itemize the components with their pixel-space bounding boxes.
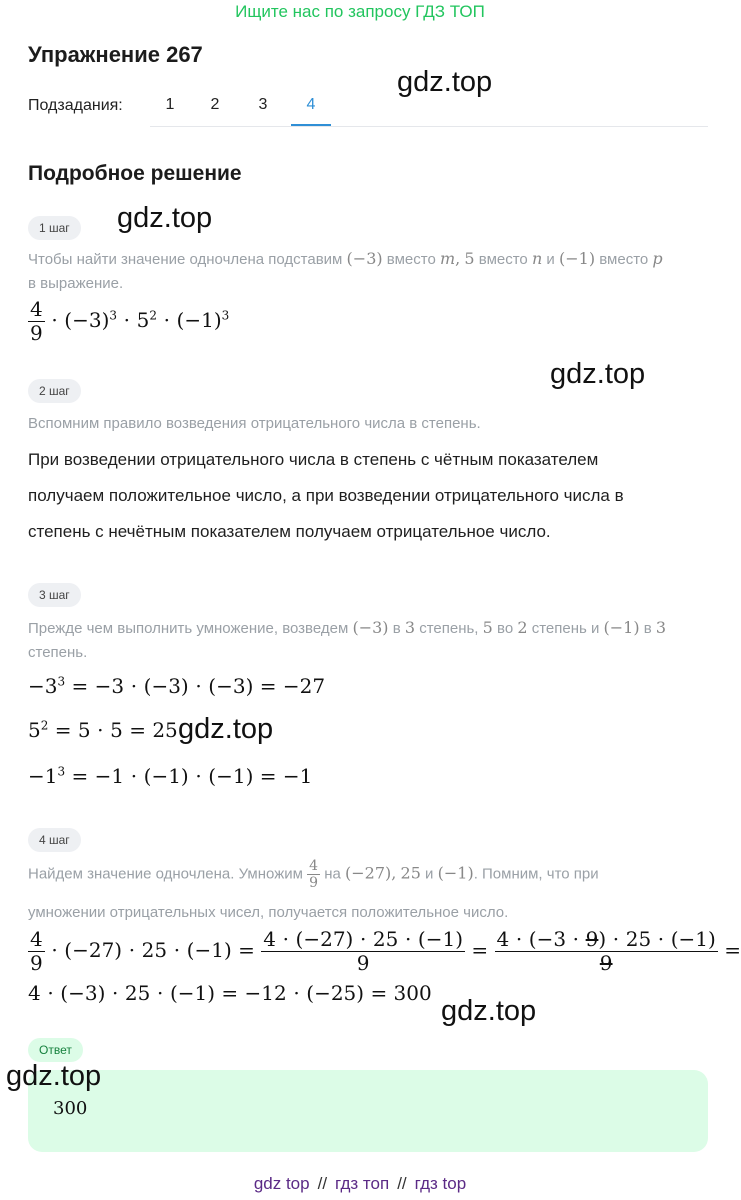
math-value: (−1) (603, 618, 640, 637)
math-value: (−27) (345, 863, 392, 883)
step-4-text-part: и (425, 865, 434, 883)
fraction (28, 298, 45, 345)
fraction (28, 928, 45, 975)
step-2-badge: 2 шаг (28, 379, 81, 403)
formula-part: ⋅ (−1) (163, 308, 222, 332)
fraction-denominator: 9 (30, 951, 43, 975)
math-value: (−3) (352, 618, 389, 637)
subtasks-label: Подзадания: (28, 97, 123, 114)
footer-link[interactable]: gdz top (253, 1174, 310, 1193)
step-4-formula (28, 928, 741, 975)
equals-sign: = (471, 938, 489, 962)
step-1-text-part: вместо (478, 251, 528, 268)
step-3-text-part: в (392, 620, 401, 637)
cancelled-factor: 9 (585, 927, 599, 951)
fraction-denominator: 9 (30, 321, 43, 345)
step-3-text-part: Прежде чем выполнить умножение, возведем (28, 620, 349, 637)
step-2-text: Вспомним правило возведения отрицательного числа в степень. (28, 415, 481, 432)
equation-rest: = −3 ⋅ (−3) ⋅ (−3) = −27 (71, 674, 326, 698)
math-variable: p (652, 249, 663, 268)
answer-badge: Ответ (28, 1038, 83, 1062)
fraction-denominator: 9 (261, 951, 465, 975)
exponent: 2 (40, 718, 49, 733)
equation-rest: = −1 ⋅ (−1) ⋅ (−1) = −1 (71, 764, 313, 788)
step-4-text-part: на (324, 865, 341, 883)
rule-line: степень с нечётным показателем получаем отрицательное число. (28, 522, 551, 541)
footer-separator: // (397, 1174, 407, 1193)
step-1-text-part: в выражение. (28, 275, 124, 292)
footer-separator: // (317, 1174, 328, 1193)
fraction-numerator: 4 (30, 297, 43, 321)
step-3-text-part: степень. (28, 644, 88, 661)
exponent: 3 (57, 764, 66, 779)
step-3-text-part: во (497, 620, 514, 637)
math-value: 5 (482, 618, 493, 637)
watermark: gdz.top (550, 358, 646, 390)
section-title: Подробное решение (28, 162, 242, 185)
step-3-equation-1 (28, 674, 325, 698)
exponent: 3 (57, 674, 66, 689)
fraction-numerator: 4 (309, 858, 319, 874)
equation-rest: = 5 ⋅ 5 = 25 (54, 718, 178, 742)
answer-value: 300 (53, 1098, 88, 1119)
step-1-badge: 1 шаг (28, 216, 81, 240)
exercise-title: Упражнение 267 (28, 42, 203, 67)
fraction-denominator: 9 (495, 951, 718, 975)
math-punct: , (391, 863, 397, 883)
step-4-badge: 4 шаг (28, 828, 81, 852)
numerator-part: ) ⋅ 25 ⋅ (−1) (598, 927, 716, 951)
step-3-equation-3 (28, 764, 312, 788)
fraction-denominator: 9 (309, 875, 319, 892)
step-1-text-part: вместо (386, 251, 436, 268)
step-3-badge: 3 шаг (28, 583, 81, 607)
footer-link[interactable]: гдз топ (335, 1174, 390, 1193)
watermark: gdz.top (441, 995, 537, 1027)
answer-box (28, 1070, 708, 1152)
step-1-text-part: и (546, 251, 555, 268)
numerator-part: 4 ⋅ (−3 ⋅ (496, 927, 580, 951)
step-4-text-line2: умножении отрицательных чисел, получается положительное число. (28, 904, 509, 921)
fraction (261, 928, 465, 975)
subtask-tab-4[interactable]: 4 (291, 86, 331, 126)
step-1-text-part: вместо (599, 251, 649, 268)
fraction (495, 928, 718, 975)
math-value: 25 (400, 863, 421, 883)
math-value: 2 (517, 618, 528, 637)
step-3-equation-2 (28, 718, 178, 742)
subtask-tab-3[interactable]: 3 (258, 96, 268, 113)
step-1-text (28, 247, 718, 296)
formula-part: ⋅ (−27) ⋅ 25 ⋅ (−1) = (51, 938, 255, 962)
inline-fraction (307, 858, 320, 891)
math-value: (−1) (558, 249, 596, 268)
math-punct: , (455, 249, 461, 268)
equation-base: −3 (28, 674, 58, 698)
rule-line: При возведении отрицательного числа в степень с чётным показателем (28, 450, 599, 469)
step-4-formula-line2: 4 ⋅ (−3) ⋅ 25 ⋅ (−1) = −12 ⋅ (−25) = 300 (28, 981, 432, 1005)
watermark: gdz.top (178, 713, 274, 745)
footer-link[interactable]: гдз top (414, 1174, 467, 1193)
step-3-text-part: в (643, 620, 652, 637)
watermark: gdz.top (397, 66, 493, 98)
math-value: (−3) (346, 249, 383, 268)
exponent: 3 (221, 308, 230, 323)
search-banner: Ищите нас по запросу ГДЗ ТОП (235, 2, 485, 21)
step-1-formula (28, 298, 229, 345)
step-4-text (28, 858, 718, 891)
fraction-numerator: 4 ⋅ (−27) ⋅ 25 ⋅ (−1) (263, 927, 464, 951)
fraction-numerator: 4 (30, 927, 43, 951)
math-value: 3 (404, 618, 416, 637)
math-variable: n (531, 249, 543, 268)
math-variable: m (439, 249, 456, 268)
step-4-text-part: Найдем значение одночлена. Умножим (28, 865, 303, 883)
math-value: 5 (464, 249, 475, 268)
subtask-tab-1[interactable]: 1 (165, 96, 175, 113)
fraction-numerator (495, 928, 718, 951)
footer-links (0, 1174, 720, 1194)
step-3-text-part: степень и (531, 620, 600, 637)
formula-part: ⋅ (−3) (51, 308, 110, 332)
equation-base: 5 (28, 718, 41, 742)
watermark: gdz.top (6, 1060, 102, 1092)
exponent: 3 (109, 308, 118, 323)
step-3-text (28, 616, 718, 665)
step-1-text-part: Чтобы найти значение одночлена подставим (28, 251, 343, 268)
step-3-text-part: степень, (419, 620, 479, 637)
equals-sign: = (724, 938, 741, 962)
math-value: 3 (655, 618, 667, 637)
subtask-tab-2[interactable]: 2 (210, 96, 220, 113)
exponent: 2 (149, 308, 157, 323)
math-value: (−1) (437, 863, 474, 883)
step-4-text-part: . Помним, что при (473, 865, 599, 883)
formula-part: ⋅ 5 (123, 308, 150, 332)
watermark: gdz.top (117, 202, 213, 234)
equation-base: −1 (28, 764, 58, 788)
rule-line: получаем положительное число, а при возведении отрицательного числа в (28, 486, 624, 505)
